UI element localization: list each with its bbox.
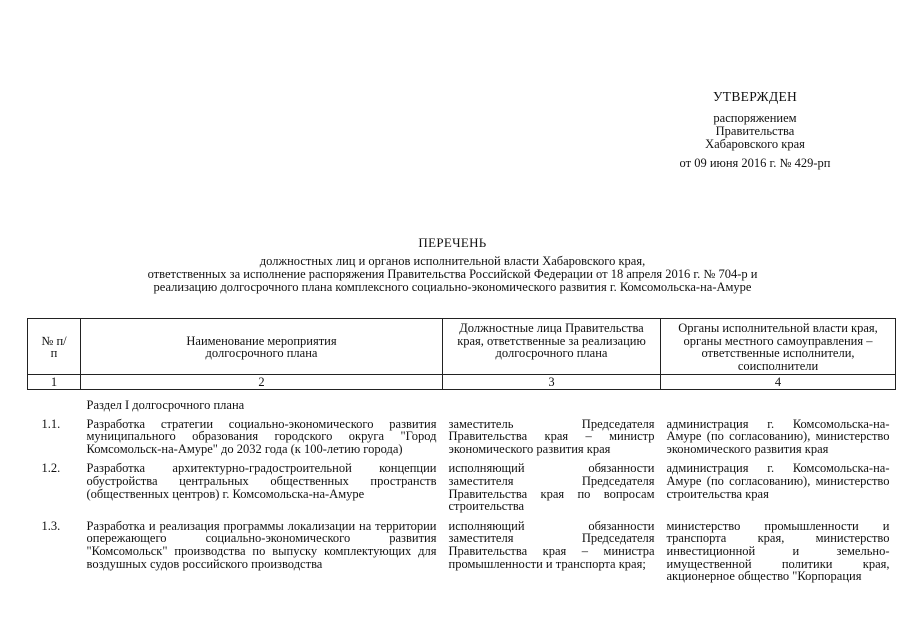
table-row	[28, 418, 896, 463]
column-number: 3	[443, 375, 661, 390]
header-bodies: Органы исполнительной власти края, органы местного самоуправления – ответственные исполнители, соисполнители	[661, 319, 896, 375]
row-bodies: администрация г. Комсомольска-на-Амуре (по согласованию), министерство экономического развития края	[666, 416, 890, 456]
row-officials: исполняющий обязанности заместителя Председателя Правительства края – министра промышленности и транспорта края;	[448, 518, 655, 571]
row-event: Разработка и реализация программы локализации на территории опережающего социально-экономического развития "Комсомольск" производства по выпуску комплектующих для воздушных судов российского производства	[86, 518, 437, 571]
column-number: 1	[28, 375, 81, 390]
responsibility-table	[27, 318, 896, 590]
approval-date: от 09 июня 2016 г. № 429-рп	[679, 156, 831, 170]
approval-line: Правительства	[715, 124, 795, 138]
row-bodies: министерство промышленности и транспорта края, министерство инвестиционной и земельно-имущественной политики края, акционерное общество "Корпорация	[666, 518, 890, 584]
row-number: 1.1.	[41, 416, 61, 431]
approval-line: Хабаровского края	[705, 137, 805, 151]
row-number: 1.3.	[41, 518, 61, 533]
approval-line: распоряжением	[713, 111, 797, 125]
row-event: Разработка стратегии социально-экономического развития муниципального образования городского округа "Город Комсомольск-на-Амуре" до 2032 года (к 100-летию города)	[86, 416, 437, 456]
column-numbers-row	[28, 375, 896, 390]
row-event: Разработка архитектурно-градостроительной концепции обустройства центральных общественных пространств (общественных центров) г. Комсомольска-на-Амуре	[86, 461, 437, 501]
column-number: 2	[81, 375, 443, 390]
approval-heading: УТВЕРЖДЕН	[712, 89, 798, 104]
title-line: ответственных за исполнение распоряжения Правительства Российской Федерации от 18 апреля 2016 г. № 704-р и	[147, 267, 758, 281]
table-row	[28, 520, 896, 590]
row-number: 1.2.	[41, 461, 61, 476]
table-header-row	[28, 319, 896, 375]
header-number: № п/п	[28, 319, 81, 375]
row-bodies: администрация г. Комсомольска-на-Амуре (по согласованию), министерство строительства края	[666, 461, 890, 501]
table-row	[28, 462, 896, 519]
title-heading: ПЕРЕЧЕНЬ	[418, 235, 487, 250]
title-line: должностных лиц и органов исполнительной власти Хабаровского края,	[259, 254, 646, 268]
section-title: Раздел I долгосрочного плана	[86, 398, 245, 412]
row-officials: исполняющий обязанности заместителя Председателя Правительства края по вопросам строительства	[448, 461, 655, 514]
row-officials: заместитель Председателя Правительства края – министр экономического развития края	[448, 416, 655, 456]
header-officials: Должностные лица Правительства края, ответственные за реализацию долгосрочного плана	[443, 319, 661, 375]
header-event: Наименование мероприятия долгосрочного плана	[81, 319, 443, 375]
column-number: 4	[661, 375, 896, 390]
title-line: реализацию долгосрочного плана комплексного социально-экономического развития г. Комсомольска-на-Амуре	[153, 280, 752, 294]
section-row	[28, 390, 896, 418]
approval-block	[640, 90, 870, 170]
document-title	[0, 236, 905, 294]
